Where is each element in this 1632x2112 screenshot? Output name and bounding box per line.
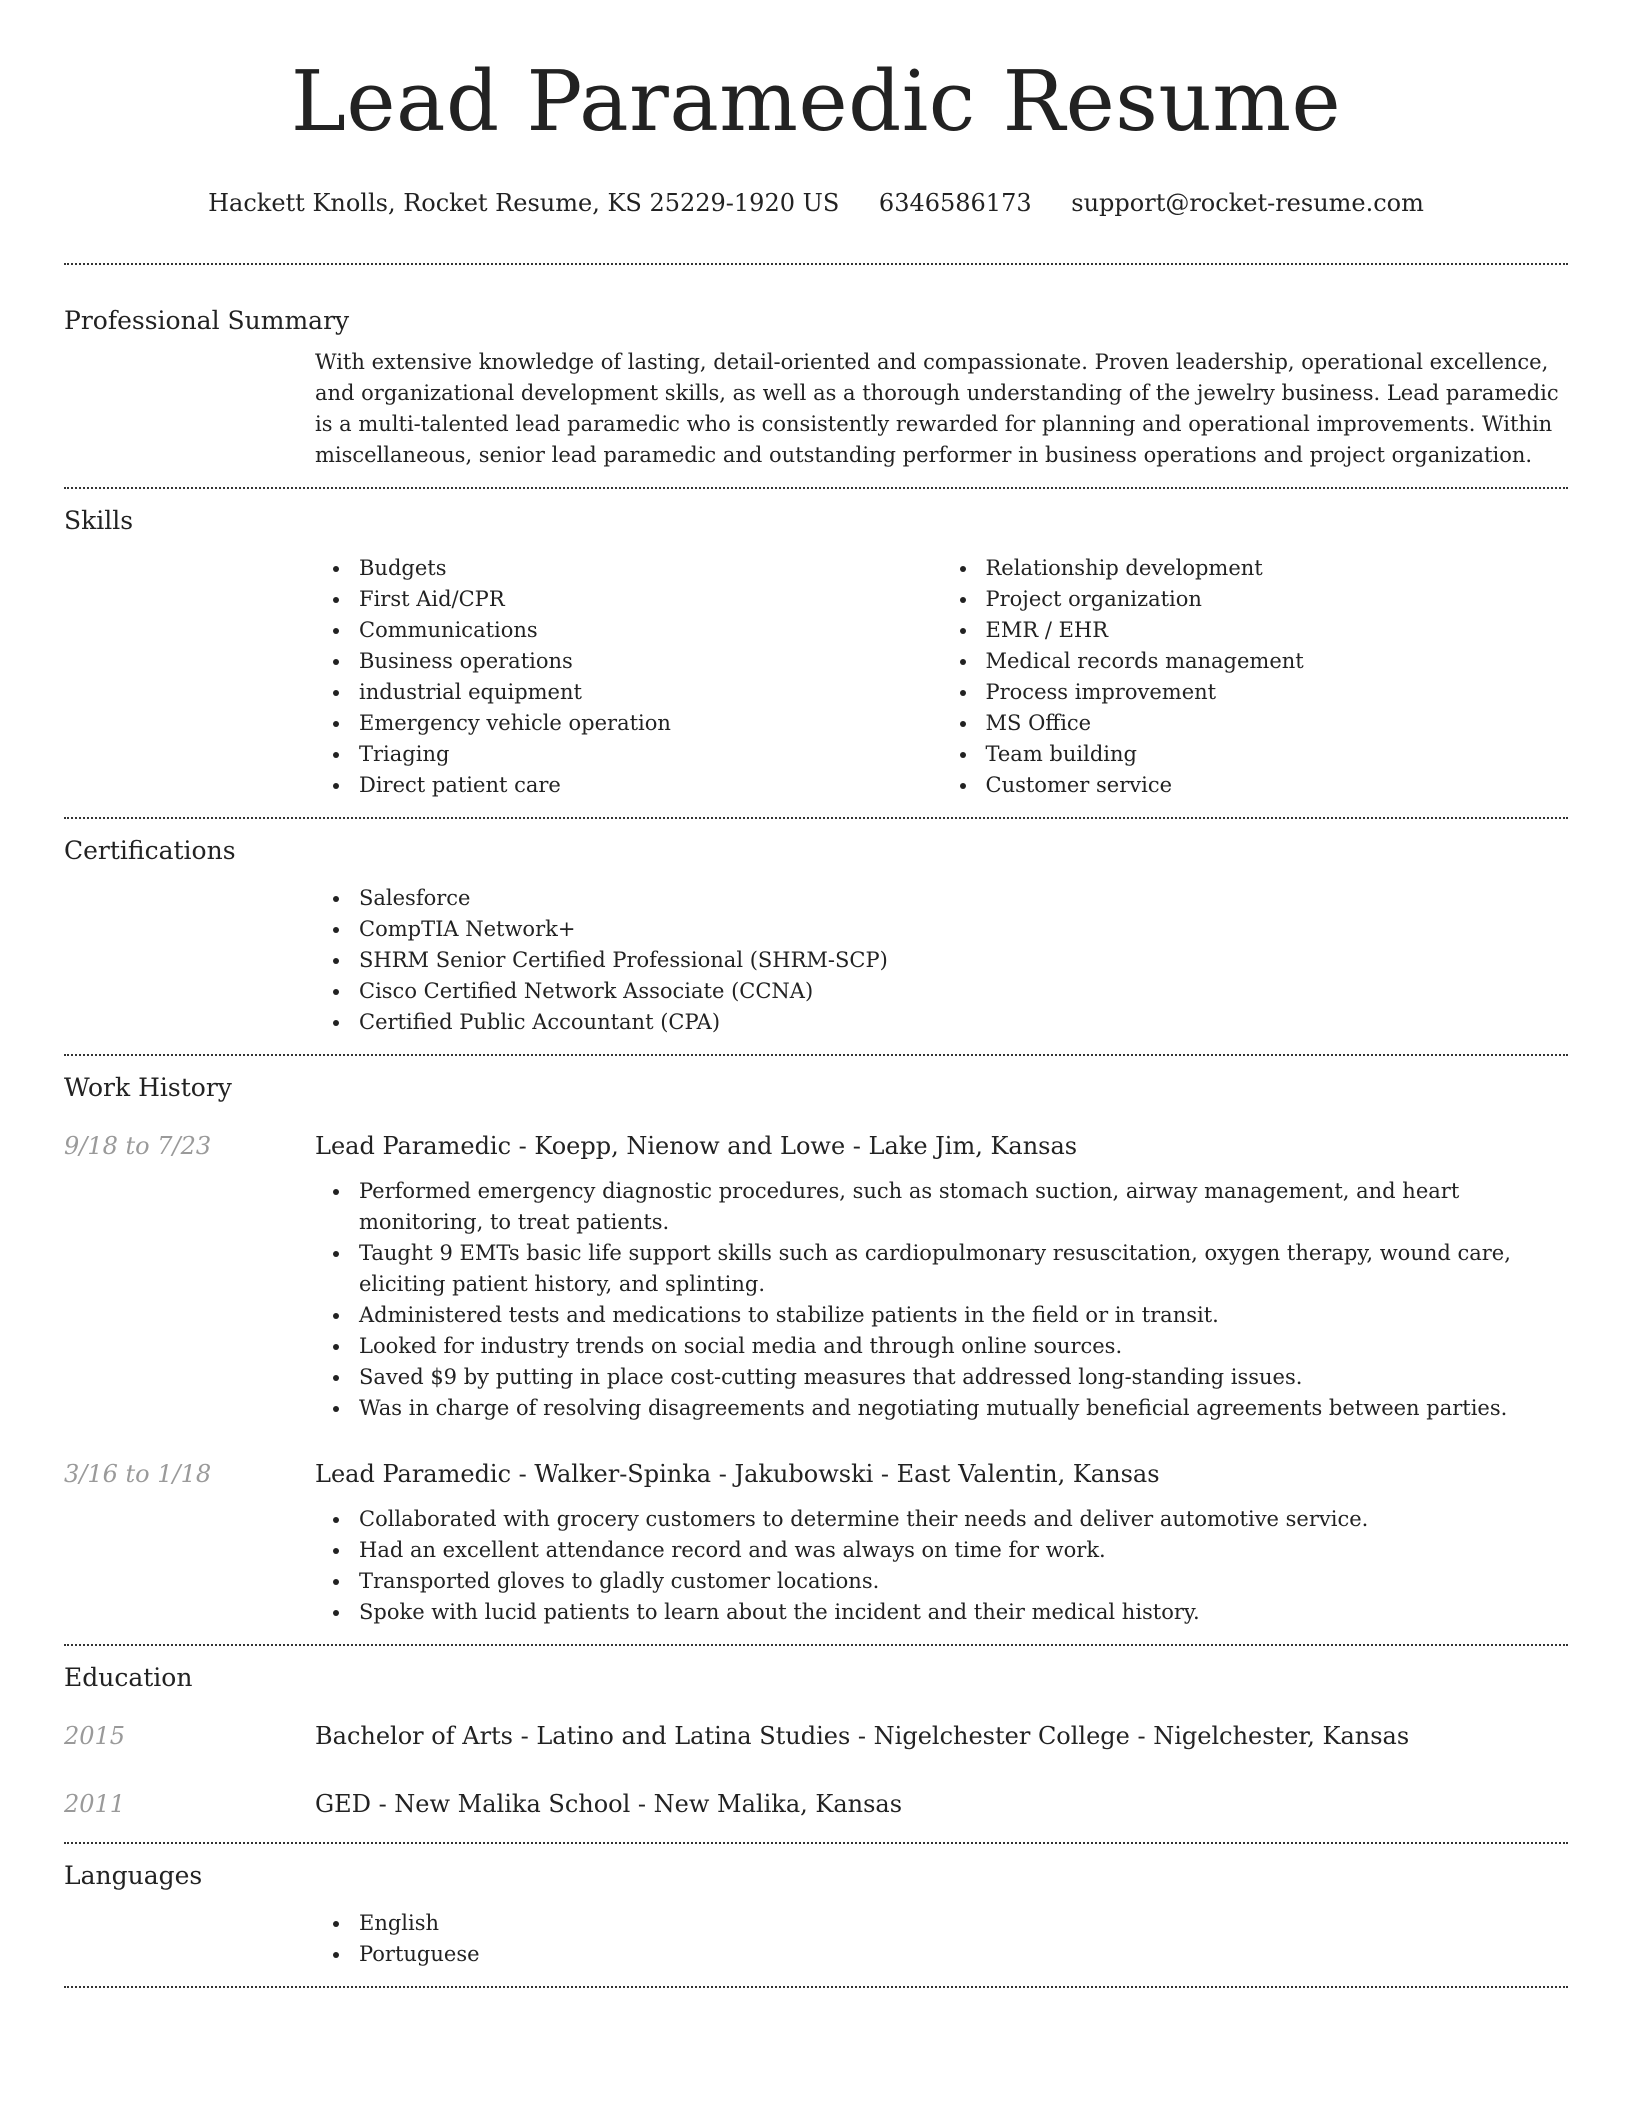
list-item: Project organization: [986, 584, 1569, 615]
list-item: Portuguese: [359, 1939, 1568, 1970]
education-section: [64, 1644, 1568, 1842]
education-entry: [64, 1752, 1568, 1842]
summary-text: With extensive knowledge of lasting, detail-oriented and compassionate. Proven leadership, operational excellence, and organizational development skills, as well as a thorough understanding of the jewelry business. Lead paramedic is a multi-talented lead paramedic who is consistently rewarded for planning and operational improvements. Within miscellaneous, senior lead paramedic and outstanding performer in business operations and project organization.: [315, 350, 1559, 467]
list-item: Had an excellent attendance record and was always on time for work.: [359, 1535, 1568, 1566]
list-item: Performed emergency diagnostic procedures, such as stomach suction, airway management, and heart monitoring, to treat patients.: [359, 1176, 1568, 1238]
list-item: Saved $9 by putting in place cost-cutting measures that addressed long-standing issues.: [359, 1362, 1568, 1393]
list-item: Certified Public Accountant (CPA): [359, 1007, 1568, 1038]
skills-list-right: [942, 553, 1569, 801]
list-item: Team building: [986, 739, 1569, 770]
education-degree: GED - New Malika School - New Malika, Kansas: [315, 1790, 903, 1818]
contact-email: support@rocket-resume.com: [1071, 189, 1424, 217]
list-item: Relationship development: [986, 553, 1569, 584]
list-item: English: [359, 1908, 1568, 1939]
job-title: Lead Paramedic - Koepp, Nienow and Lowe - Lake Jim, Kansas: [315, 1132, 1078, 1160]
list-item: Was in charge of resolving disagreements and negotiating mutually beneficial agreements between parties.: [359, 1393, 1568, 1424]
skills-section: [64, 487, 1568, 817]
section-title-work-history: Work History: [64, 1073, 232, 1102]
section-title-certifications: Certifications: [64, 836, 236, 865]
section-title-languages: Languages: [64, 1861, 203, 1890]
list-item: Salesforce: [359, 883, 1568, 914]
education-degree: Bachelor of Arts - Latino and Latina Studies - Nigelchester College - Nigelchester, Kansas: [315, 1722, 1410, 1750]
job-bullets: [315, 1490, 1568, 1628]
summary-section: [64, 263, 1568, 487]
job-dates: 9/18 to 7/23: [64, 1132, 212, 1160]
skills-list-left: [315, 553, 942, 801]
job-title: Lead Paramedic - Walker-Spinka - Jakubowski - East Valentin, Kansas: [315, 1460, 1160, 1488]
list-item: Medical records management: [986, 646, 1569, 677]
list-item: Emergency vehicle operation: [359, 708, 942, 739]
contact-phone: 6346586173: [878, 189, 1032, 217]
contact-line: [0, 188, 1632, 218]
list-item: Triaging: [359, 739, 942, 770]
section-title-skills: Skills: [64, 506, 134, 535]
list-item: Collaborated with grocery customers to determine their needs and deliver automotive service.: [359, 1504, 1568, 1535]
languages-content: [315, 1892, 1568, 1986]
job-dates: 3/16 to 1/18: [64, 1460, 212, 1488]
list-item: Direct patient care: [359, 770, 942, 801]
list-item: SHRM Senior Certified Professional (SHRM-SCP): [359, 945, 1568, 976]
section-title-education: Education: [64, 1663, 193, 1692]
list-item: First Aid/CPR: [359, 584, 942, 615]
list-item: Administered tests and medications to stabilize patients in the field or in transit.: [359, 1300, 1568, 1331]
list-item: MS Office: [986, 708, 1569, 739]
work-history-section: [64, 1054, 1568, 1644]
list-item: Cisco Certified Network Associate (CCNA): [359, 976, 1568, 1007]
list-item: EMR / EHR: [986, 615, 1569, 646]
sections: [0, 263, 1632, 1988]
education-year: 2015: [64, 1722, 126, 1750]
job-entry: [64, 1104, 1568, 1424]
education-year: 2011: [64, 1790, 126, 1818]
list-item: Customer service: [986, 770, 1569, 801]
skills-columns: [315, 537, 1568, 817]
list-item: Business operations: [359, 646, 942, 677]
certifications-content: [315, 867, 1568, 1054]
list-item: CompTIA Network+: [359, 914, 1568, 945]
list-item: Process improvement: [986, 677, 1569, 708]
list-item: Communications: [359, 615, 942, 646]
list-item: industrial equipment: [359, 677, 942, 708]
list-item: Taught 9 EMTs basic life support skills such as cardiopulmonary resuscitation, oxygen therapy, wound care, eliciting patient history, and splinting.: [359, 1238, 1568, 1300]
list-item: Transported gloves to gladly customer locations.: [359, 1566, 1568, 1597]
languages-section: [64, 1842, 1568, 1988]
list-item: Budgets: [359, 553, 942, 584]
list-item: Spoke with lucid patients to learn about the incident and their medical history.: [359, 1597, 1568, 1628]
education-entry: [64, 1694, 1568, 1752]
section-title-summary: Professional Summary: [64, 306, 350, 335]
certifications-list: [315, 883, 1568, 1038]
languages-list: [315, 1908, 1568, 1970]
page-title: Lead Paramedic Resume: [290, 53, 1342, 150]
job-entry: [64, 1424, 1568, 1644]
contact-address: Hackett Knolls, Rocket Resume, KS 25229-1920 US: [208, 189, 840, 217]
certifications-section: [64, 817, 1568, 1054]
list-item: Looked for industry trends on social media and through online sources.: [359, 1331, 1568, 1362]
job-bullets: [315, 1162, 1568, 1424]
